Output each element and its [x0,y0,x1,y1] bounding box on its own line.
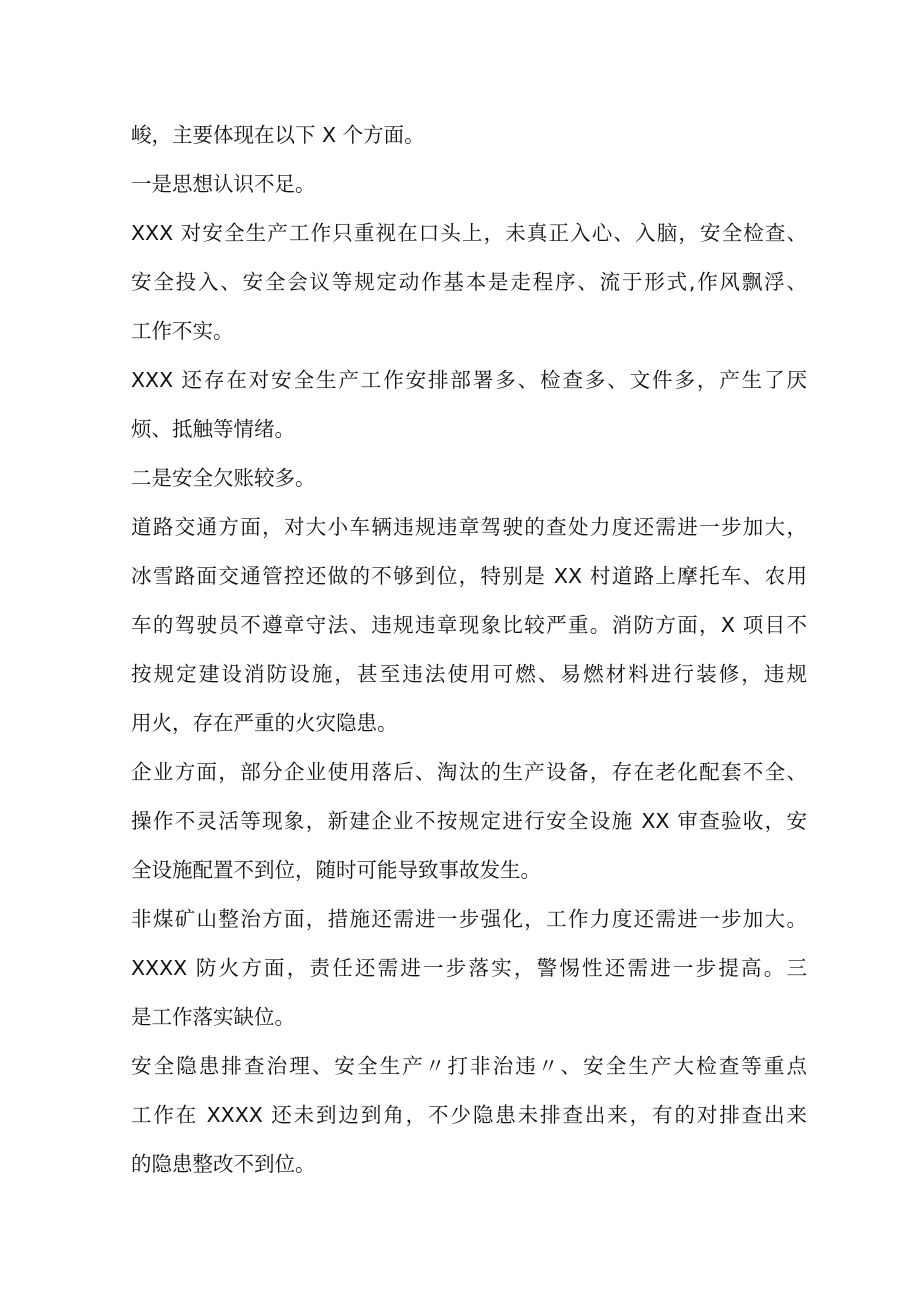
text-line-7: 烦、抵触等情绪。 [131,417,295,441]
text-line-12: 按规定建设消防设施，甚至违法使用可燃、易燃材料进行装修，违规 [131,662,807,686]
text-line-20: 安全隐患排查治理、安全生产〃打非治违〃、安全生产大检查等重点 [131,1054,807,1078]
text-line-6: XXX 还存在对安全生产工作安排部署多、检查多、文件多，产生了厌 [131,368,807,392]
text-line-14: 企业方面，部分企业使用落后、淘汰的生产设备，存在老化配套不全、 [131,760,807,784]
text-line-9: 道路交通方面，对大小车辆违规违章驾驶的查处力度还需进一步加大， [131,515,807,539]
text-line-4: 安全投入、安全会议等规定动作基本是走程序、流于形式,作风飘浮、 [131,270,807,294]
text-line-15: 操作不灵活等现象，新建企业不按规定进行安全设施 XX 审查验收，安 [131,809,807,833]
text-line-21: 工作在 XXXX 还未到边到角，不少隐患未排查出来，有的对排查出来 [131,1103,807,1127]
text-line-17: 非煤矿山整治方面，措施还需进一步强化，工作力度还需进一步加大。 [131,907,807,931]
text-line-8: 二是安全欠账较多。 [131,466,316,490]
text-line-18: XXXX 防火方面，责任还需进一步落实，警惕性还需进一步提高。三 [131,956,807,980]
text-line-11: 车的驾驶员不遵章守法、违规违章现象比较严重。消防方面，X 项目不 [131,613,807,637]
text-line-1: 峻，主要体现在以下 X 个方面。 [131,123,425,147]
text-line-3: XXX 对安全生产工作只重视在口头上，未真正入心、入脑，安全检查、 [131,221,807,245]
text-line-10: 冰雪路面交通管控还做的不够到位，特别是 XX 村道路上摩托车、农用 [131,564,807,588]
text-line-19: 是工作落实缺位。 [131,1005,295,1029]
document-body [131,111,807,1189]
text-line-2: 一是思想认识不足。 [131,172,316,196]
text-line-13: 用火，存在严重的火灾隐患。 [131,711,398,735]
text-line-16: 全设施配置不到位，随时可能导致事故发生。 [131,858,541,882]
text-line-5: 工作不实。 [131,319,234,343]
text-line-22: 的隐患整改不到位。 [131,1152,316,1176]
